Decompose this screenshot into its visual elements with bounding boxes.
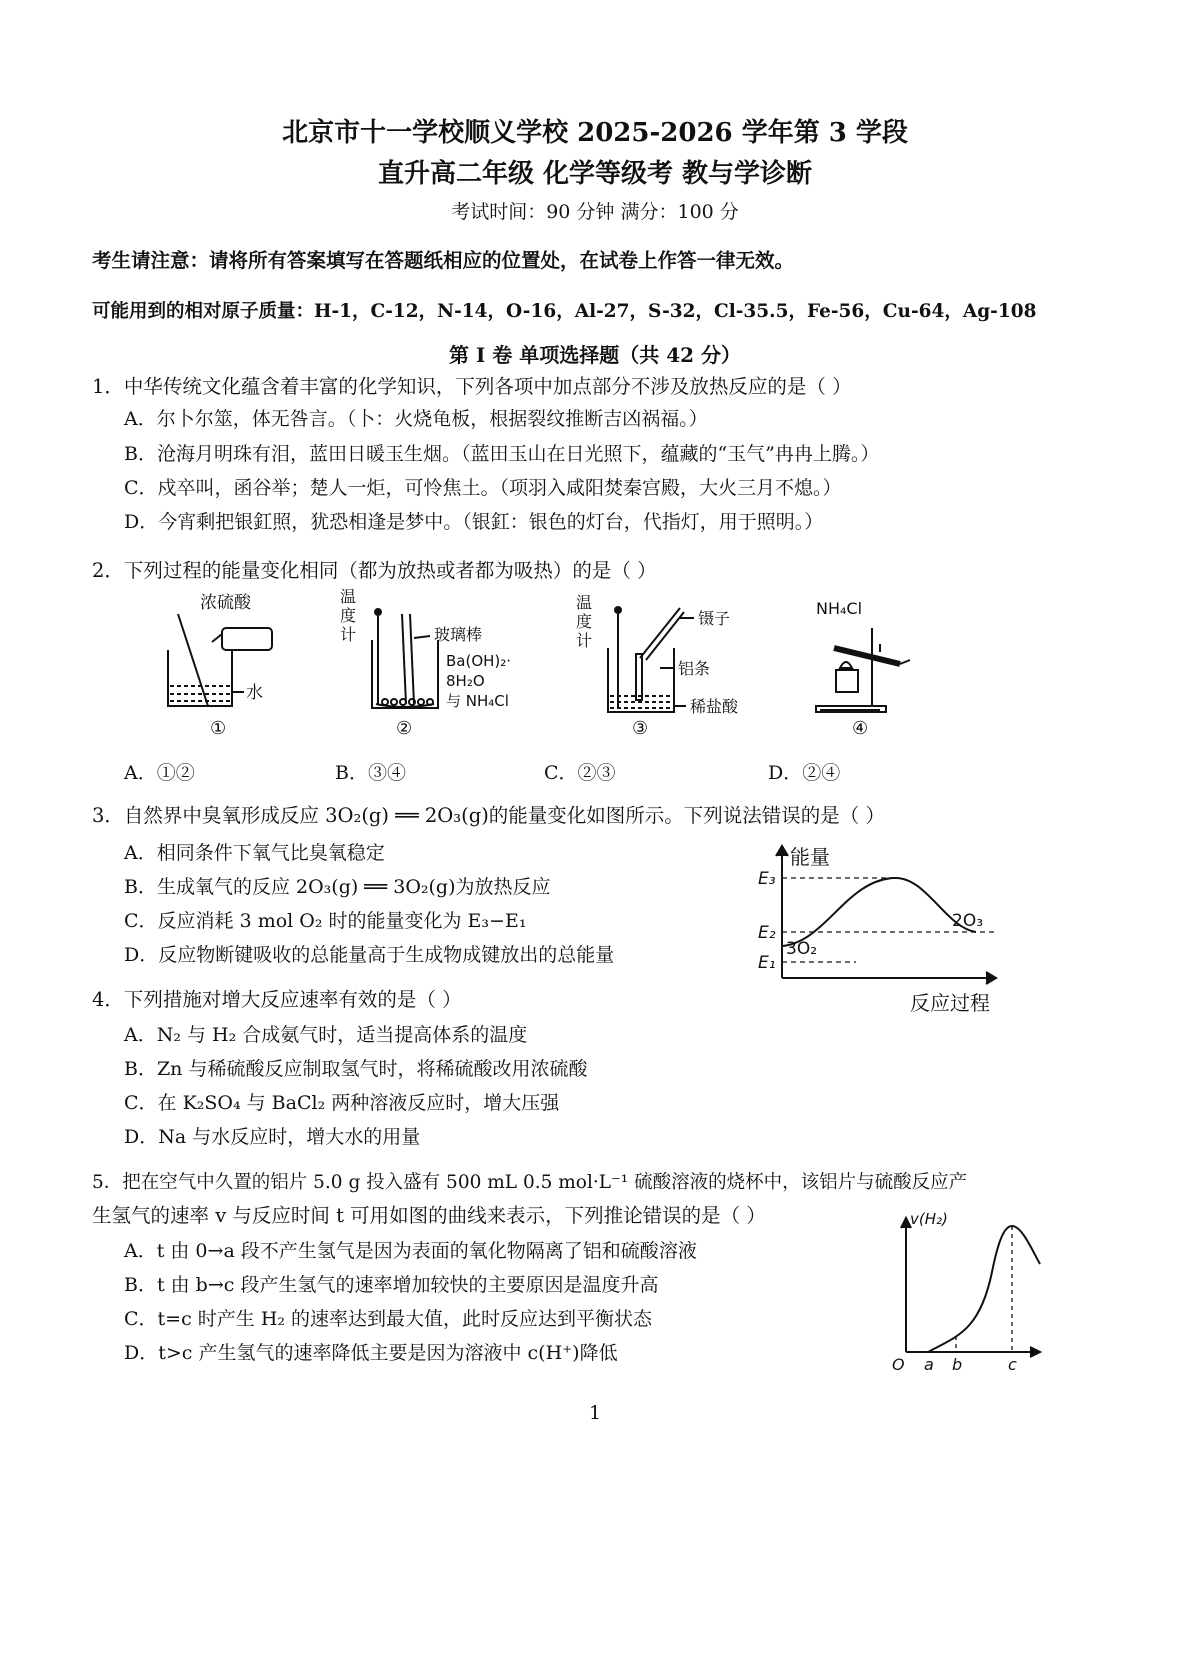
fig2-reagent-2: 8H₂O (446, 672, 485, 690)
diagram-product: 2O₃ (952, 911, 984, 931)
graph-origin: O (892, 1355, 905, 1374)
exam-title-line2: 直升高二年级 化学等级考 教与学诊断 (377, 159, 813, 189)
graph-ylabel: v(H₂) (910, 1212, 948, 1228)
fig3-label-al: 铝条 (678, 659, 711, 678)
notice: 考生请注意：请将所有答案填写在答题纸相应的位置处，在试卷上作答一律无效。 (92, 249, 795, 272)
question-2-option-d: D．②④ (768, 762, 841, 784)
fig2-thermo-2: 度 (340, 606, 357, 625)
fig2-thermo-1: 温 (340, 588, 357, 606)
exam-info: 考试时间：90 分钟 满分：100 分 (451, 201, 739, 223)
atomic-masses: 可能用到的相对原子质量：H-1，C-12，N-14，O-16，Al-27，S-32，Cl-35.5，Fe-56，Cu-64，Ag-108 (92, 301, 1037, 322)
diagram-e1: E₁ (758, 953, 776, 973)
fig3-label-hcl: 稀盐酸 (690, 697, 739, 716)
fig2-label-rod: 玻璃棒 (434, 625, 483, 644)
fig2-reagent-1: Ba(OH)₂· (446, 652, 512, 670)
question-5-stem-line2: 生氢气的速率 v 与反应时间 t 可用如图的曲线来表示，下列推论错误的是（ ） (92, 1204, 766, 1227)
question-4-option-c: C．在 K₂SO₄ 与 BaCl₂ 两种溶液反应时，增大压强 (124, 1092, 560, 1114)
question-2-apparatus-figures (140, 588, 990, 748)
question-5-option-d: D．t>c 产生氢气的速率降低主要是因为溶液中 c(H⁺)降低 (124, 1342, 618, 1364)
question-2-option-b: B．③④ (335, 762, 406, 784)
graph-tick-b: b (952, 1355, 963, 1374)
question-2-option-a: A．①② (124, 762, 195, 784)
graph-tick-a: a (924, 1355, 934, 1374)
question-5-option-a: A．t 由 0→a 段不产生氢气是因为表面的氧化物隔离了铝和硫酸溶液 (124, 1240, 697, 1262)
exam-title-line1: 北京市十一学校顺义学校 2025-2026 学年第 3 学段 (282, 118, 908, 148)
question-1-option-b: B．沧海月明珠有泪，蓝田日暖玉生烟。（蓝田玉山在日光照下，蕴藏的“玉气”冉冉上腾。） (124, 443, 880, 465)
graph-tick-c: c (1008, 1355, 1017, 1374)
question-1-option-c: C．戍卒叫，函谷举；楚人一炬，可怜焦土。（项羽入咸阳焚秦宫殿，大火三月不熄。） (124, 477, 842, 499)
question-5-stem-line1: 5．把在空气中久置的铝片 5.0 g 投入盛有 500 mL 0.5 mol·L⁻¹ 硫酸溶液的烧杯中，该铝片与硫酸反应产 (92, 1172, 968, 1193)
question-4-option-b: B．Zn 与稀硫酸反应制取氢气时，将稀硫酸改用浓硫酸 (124, 1058, 588, 1080)
question-3-option-b: B．生成氧气的反应 2O₃(g) ══ 3O₂(g)为放热反应 (124, 876, 551, 898)
question-3-option-d: D．反应物断键吸收的总能量高于生成物成键放出的总能量 (124, 944, 615, 966)
fig3-thermo-1: 温 (576, 593, 593, 612)
fig2-thermo-3: 计 (340, 625, 357, 644)
fig2-number: ② (396, 718, 413, 739)
question-1-option-a: A．尔卜尔筮，体无咎言。（卜：火烧龟板，根据裂纹推断吉凶祸福。） (124, 408, 708, 430)
fig3-thermo-2: 度 (576, 612, 593, 631)
question-5-option-c: C．t=c 时产生 H₂ 的速率达到最大值，此时反应达到平衡状态 (124, 1308, 653, 1330)
question-2-option-c: C．②③ (544, 762, 616, 784)
fig2-reagent-3: 与 NH₄Cl (446, 692, 509, 710)
question-5-rate-graph (888, 1212, 1048, 1382)
diagram-e3: E₃ (758, 869, 776, 889)
question-4-option-a: A．N₂ 与 H₂ 合成氨气时，适当提高体系的温度 (124, 1024, 528, 1046)
question-1-option-d: D．今宵剩把银釭照，犹恐相逢是梦中。（银釭：银色的灯台，代指灯，用于照明。） (124, 511, 824, 533)
question-4-option-d: D．Na 与水反应时，增大水的用量 (124, 1126, 421, 1148)
question-3-energy-diagram (756, 840, 1016, 1020)
fig1-number: ① (210, 718, 227, 739)
diagram-e2: E₂ (758, 923, 776, 943)
section-title: 第 I 卷 单项选择题（共 42 分） (448, 343, 741, 367)
fig3-label-tweezers: 镊子 (698, 609, 731, 628)
diagram-ylabel: 能量 (790, 845, 830, 869)
question-3-option-c: C．反应消耗 3 mol O₂ 时的能量变化为 E₃−E₁ (124, 910, 527, 932)
fig3-number: ③ (632, 718, 649, 739)
fig3-thermo-3: 计 (576, 631, 593, 650)
fig4-number: ④ (852, 718, 869, 739)
diagram-reactant: 3O₂ (786, 939, 818, 959)
fig1-label-acid: 浓硫酸 (200, 593, 251, 613)
question-3-stem: 3．自然界中臭氧形成反应 3O₂(g) ══ 2O₃(g)的能量变化如图所示。下列说法错误的是（ ） (92, 804, 885, 827)
page-number: 1 (588, 1402, 602, 1424)
diagram-xlabel: 反应过程 (910, 991, 990, 1015)
question-4-stem: 4．下列措施对增大反应速率有效的是（ ） (92, 988, 462, 1011)
fig4-label-nh4cl: NH₄Cl (816, 599, 863, 618)
question-3-option-a: A．相同条件下氧气比臭氧稳定 (124, 842, 385, 864)
fig1-label-water: 水 (246, 683, 263, 703)
question-2-stem: 2．下列过程的能量变化相同（都为放热或者都为吸热）的是（ ） (92, 559, 657, 582)
question-5-option-b: B．t 由 b→c 段产生氢气的速率增加较快的主要原因是温度升高 (124, 1274, 659, 1296)
question-1-stem: 1．中华传统文化蕴含着丰富的化学知识，下列各项中加点部分不涉及放热反应的是（ ） (92, 375, 852, 398)
